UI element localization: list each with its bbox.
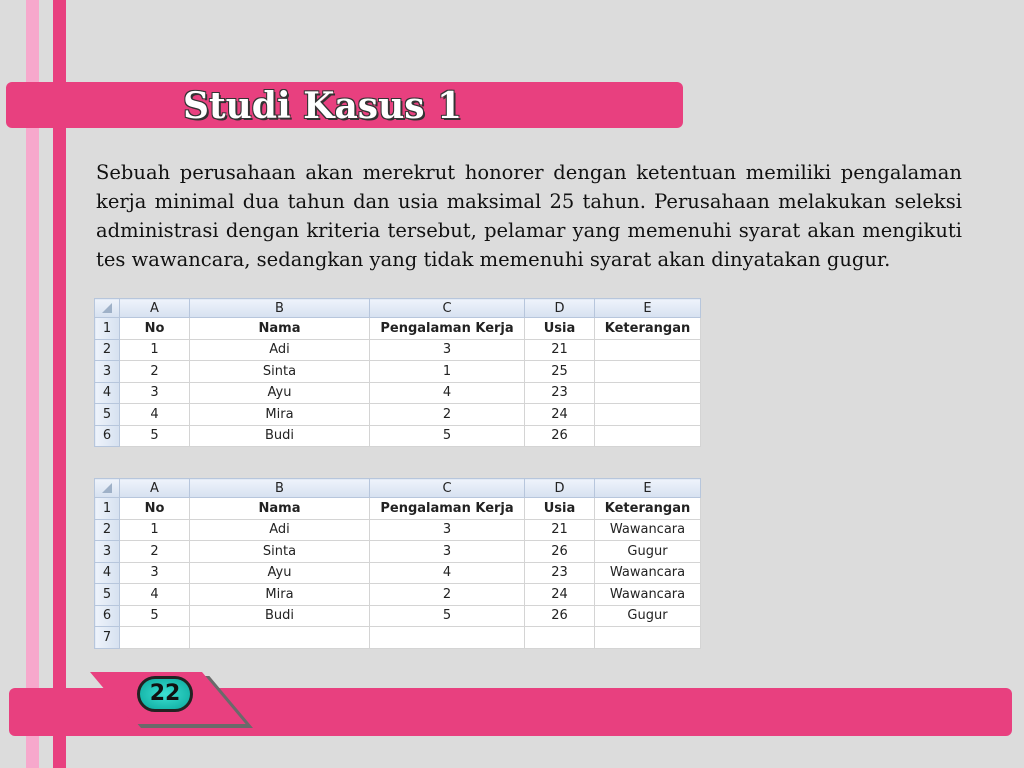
column-header[interactable]: C xyxy=(370,299,525,318)
table-row xyxy=(95,425,701,447)
page-number-badge: 22 xyxy=(137,676,193,712)
table-cell[interactable]: Pengalaman Kerja xyxy=(370,498,525,520)
table-cell[interactable]: 24 xyxy=(525,584,595,606)
table-cell[interactable]: Gugur xyxy=(595,541,701,563)
table-row xyxy=(95,318,701,340)
row-header[interactable]: 4 xyxy=(95,562,120,584)
row-header[interactable]: 7 xyxy=(95,627,120,649)
table-cell[interactable]: 3 xyxy=(120,562,190,584)
table-row xyxy=(95,498,701,520)
table-cell[interactable]: 26 xyxy=(525,425,595,447)
table-cell[interactable]: Wawancara xyxy=(595,519,701,541)
table-cell[interactable]: 1 xyxy=(370,361,525,383)
table-cell[interactable]: Mira xyxy=(190,584,370,606)
table-cell[interactable]: Gugur xyxy=(595,605,701,627)
table-cell[interactable]: 5 xyxy=(370,605,525,627)
table-cell[interactable]: Adi xyxy=(190,519,370,541)
table-cell[interactable]: Pengalaman Kerja xyxy=(370,318,525,340)
table-cell[interactable]: Keterangan xyxy=(595,498,701,520)
table-cell[interactable]: 24 xyxy=(525,404,595,426)
slide-title: Studi Kasus 1 xyxy=(183,85,463,127)
table-row xyxy=(95,519,701,541)
table-cell[interactable] xyxy=(525,627,595,649)
table-row xyxy=(95,339,701,361)
table-cell[interactable]: Ayu xyxy=(190,382,370,404)
table-cell[interactable]: 5 xyxy=(370,425,525,447)
table-cell[interactable]: 2 xyxy=(120,541,190,563)
column-header[interactable]: C xyxy=(370,479,525,498)
table-cell[interactable]: 4 xyxy=(120,584,190,606)
table-cell[interactable] xyxy=(595,361,701,383)
table-cell[interactable]: 26 xyxy=(525,541,595,563)
table-row xyxy=(95,382,701,404)
table-cell[interactable] xyxy=(595,627,701,649)
table-cell[interactable]: 2 xyxy=(120,361,190,383)
table-cell[interactable]: Mira xyxy=(190,404,370,426)
column-header[interactable]: D xyxy=(525,299,595,318)
row-header[interactable]: 2 xyxy=(95,339,120,361)
row-header[interactable]: 6 xyxy=(95,605,120,627)
table-cell[interactable]: 1 xyxy=(120,519,190,541)
table-row xyxy=(95,627,701,649)
table-cell[interactable]: 4 xyxy=(370,562,525,584)
table-cell[interactable]: Keterangan xyxy=(595,318,701,340)
column-header[interactable]: E xyxy=(595,479,701,498)
row-header[interactable]: 2 xyxy=(95,519,120,541)
column-header[interactable]: D xyxy=(525,479,595,498)
table-cell[interactable]: Wawancara xyxy=(595,584,701,606)
row-header[interactable]: 4 xyxy=(95,382,120,404)
table-cell[interactable]: 4 xyxy=(120,404,190,426)
table-cell[interactable]: 21 xyxy=(525,519,595,541)
table-row xyxy=(95,361,701,383)
column-header-row xyxy=(95,299,701,318)
row-header[interactable]: 1 xyxy=(95,498,120,520)
column-header[interactable]: A xyxy=(120,479,190,498)
table-cell[interactable]: 5 xyxy=(120,425,190,447)
table-cell[interactable]: 5 xyxy=(120,605,190,627)
table-cell[interactable]: 21 xyxy=(525,339,595,361)
table-cell[interactable] xyxy=(120,627,190,649)
row-header[interactable]: 1 xyxy=(95,318,120,340)
table-cell[interactable] xyxy=(595,404,701,426)
table-cell[interactable]: 23 xyxy=(525,382,595,404)
table-cell[interactable]: Usia xyxy=(525,318,595,340)
row-header[interactable]: 6 xyxy=(95,425,120,447)
row-header[interactable]: 5 xyxy=(95,404,120,426)
case-description: Sebuah perusahaan akan merekrut honorer dengan ketentuan memiliki pengalaman kerja minimal dua tahun dan usia maksimal 25 tahun. Perusahaan melakukan seleksi administrasi dengan kriteria tersebut, pelamar yang memenuhi syarat akan mengikuti tes wawancara, sedangkan yang tidak memenuhi syarat akan dinyatakan gugur. xyxy=(96,161,962,271)
table-cell[interactable]: 2 xyxy=(370,404,525,426)
table-cell[interactable]: Sinta xyxy=(190,361,370,383)
table-cell[interactable] xyxy=(595,425,701,447)
table-cell[interactable]: Budi xyxy=(190,605,370,627)
select-all-corner[interactable] xyxy=(95,479,120,498)
table-cell[interactable]: Nama xyxy=(190,318,370,340)
table-cell[interactable]: Adi xyxy=(190,339,370,361)
table-cell[interactable] xyxy=(190,627,370,649)
column-header[interactable]: E xyxy=(595,299,701,318)
table-cell[interactable]: Ayu xyxy=(190,562,370,584)
table-cell[interactable]: 25 xyxy=(525,361,595,383)
row-header[interactable]: 5 xyxy=(95,584,120,606)
table-row xyxy=(95,605,701,627)
table-cell[interactable] xyxy=(595,382,701,404)
table-cell[interactable]: 3 xyxy=(370,339,525,361)
row-header[interactable]: 3 xyxy=(95,541,120,563)
select-all-icon xyxy=(102,303,112,313)
table-cell[interactable]: 1 xyxy=(120,339,190,361)
table-row xyxy=(95,404,701,426)
table-cell[interactable]: 2 xyxy=(370,584,525,606)
table-cell[interactable]: Sinta xyxy=(190,541,370,563)
column-header-row xyxy=(95,479,701,498)
table-cell[interactable] xyxy=(595,339,701,361)
table-cell[interactable]: Budi xyxy=(190,425,370,447)
table-cell[interactable]: 4 xyxy=(370,382,525,404)
table-cell[interactable]: 3 xyxy=(120,382,190,404)
spreadsheet-after xyxy=(94,478,701,649)
spreadsheet-before xyxy=(94,298,701,447)
table-cell[interactable]: 3 xyxy=(370,519,525,541)
column-header[interactable]: B xyxy=(190,299,370,318)
table-cell[interactable]: Wawancara xyxy=(595,562,701,584)
table-cell[interactable]: Nama xyxy=(190,498,370,520)
table-cell[interactable]: No xyxy=(120,498,190,520)
table-cell[interactable]: 3 xyxy=(370,541,525,563)
row-header[interactable]: 3 xyxy=(95,361,120,383)
column-header[interactable]: B xyxy=(190,479,370,498)
table-row xyxy=(95,541,701,563)
table-cell[interactable]: 23 xyxy=(525,562,595,584)
table-row xyxy=(95,584,701,606)
select-all-corner[interactable] xyxy=(95,299,120,318)
select-all-icon xyxy=(102,483,112,493)
table-cell[interactable]: No xyxy=(120,318,190,340)
column-header[interactable]: A xyxy=(120,299,190,318)
table-row xyxy=(95,562,701,584)
table-cell[interactable]: Usia xyxy=(525,498,595,520)
table-cell[interactable]: 26 xyxy=(525,605,595,627)
table-cell[interactable] xyxy=(370,627,525,649)
